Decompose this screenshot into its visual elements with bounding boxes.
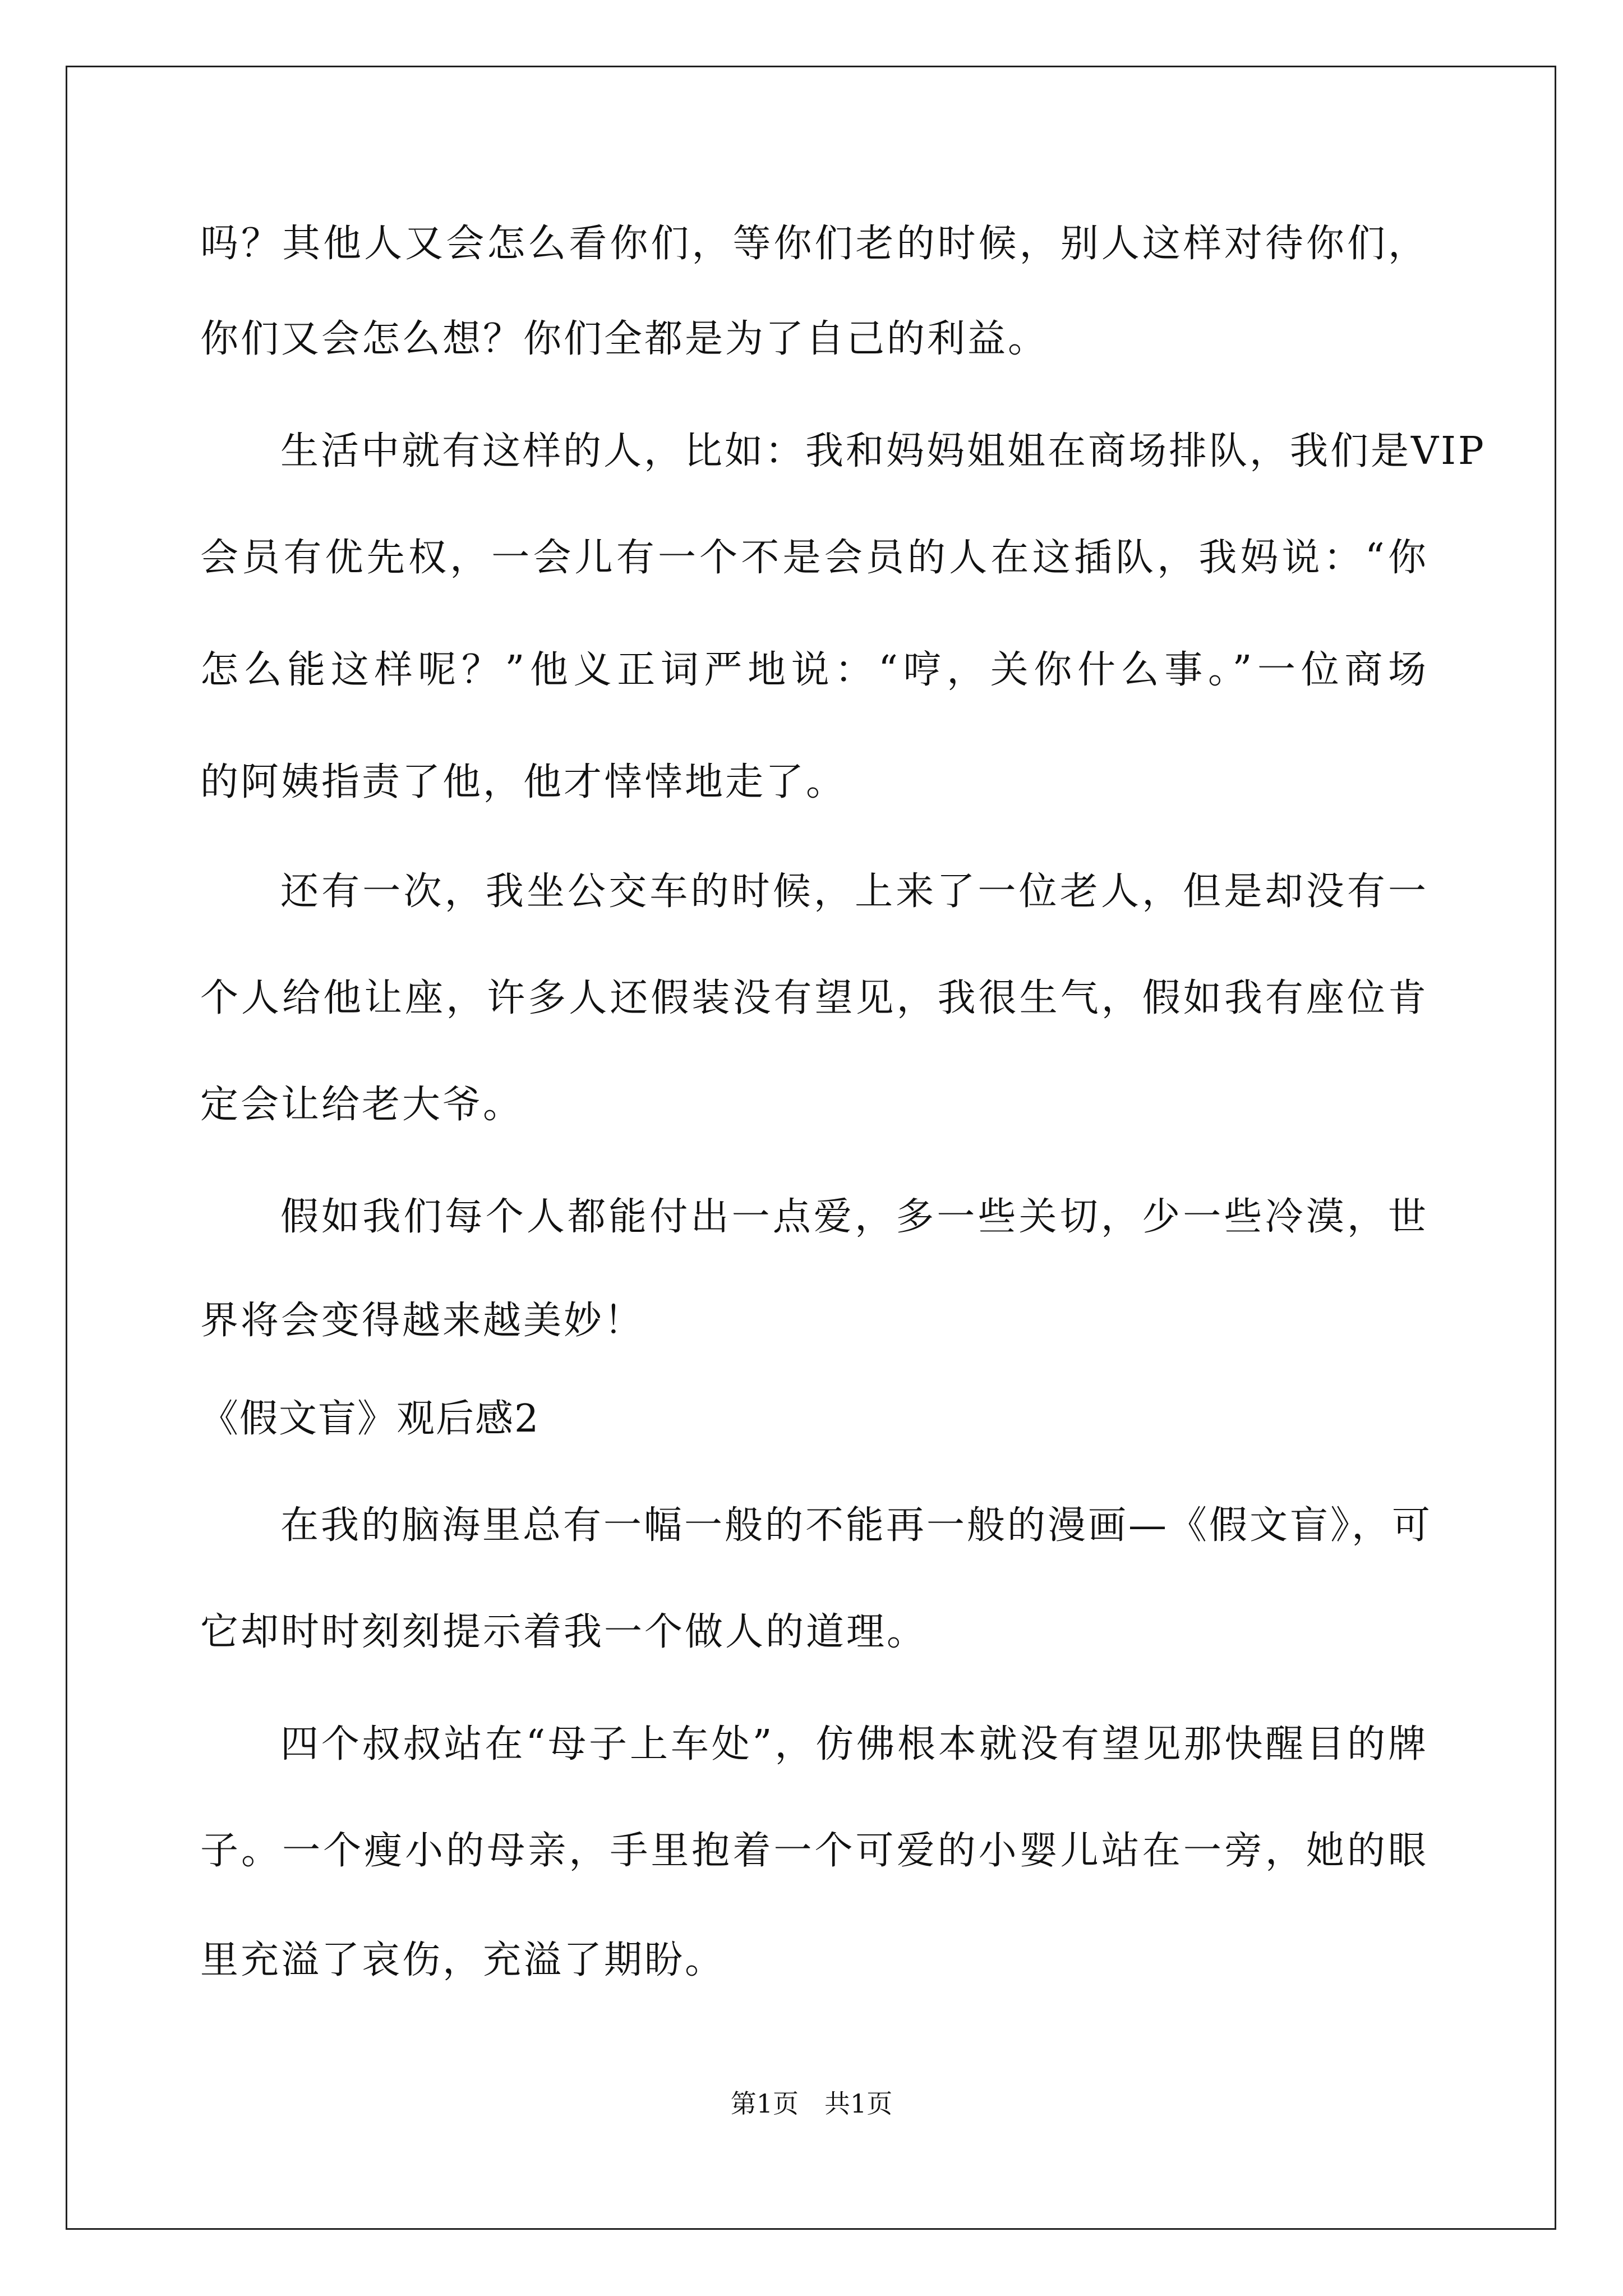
text-line-9: 定会让给老大爷。 [200, 1083, 524, 1127]
text-line-4: 会员有优先权，一会儿有一个不是会员的人在这插队，我妈说：“你 [200, 536, 1428, 580]
section-heading: 《假文盲》观后感2 [200, 1397, 540, 1441]
text-line-16: 子。一个瘦小的母亲，手里抱着一个可爱的小婴儿站在一旁，她的眼 [200, 1829, 1428, 1873]
text-line-14: 它却时时刻刻提示着我一个做人的道理。 [200, 1610, 928, 1654]
text-line-6: 的阿姨指责了他，他才悻悻地走了。 [200, 760, 847, 804]
page-border [66, 66, 1556, 2230]
text-line-13: 在我的脑海里总有一幅一般的不能再一般的漫画—《假文盲》，可 [280, 1503, 1433, 1548]
page-number-footer: 第1页 共1页 [730, 2088, 893, 2119]
text-line-7: 还有一次，我坐公交车的时候，上来了一位老人，但是却没有一 [280, 869, 1428, 914]
text-line-10: 假如我们每个人都能付出一点爱，多一些关切，少一些冷漠，世 [280, 1195, 1428, 1239]
text-line-17: 里充溢了哀伤，充溢了期盼。 [200, 1938, 726, 1982]
text-line-3: 生活中就有这样的人，比如：我和妈妈姐姐在商场排队，我们是VIP [280, 429, 1486, 473]
text-line-5: 怎么能这样呢？”他义正词严地说：“哼，关你什么事。”一位商场 [200, 648, 1428, 692]
text-line-2: 你们又会怎么想？你们全都是为了自己的利益。 [200, 317, 1049, 361]
text-line-11: 界将会变得越来越美妙！ [200, 1299, 645, 1343]
text-line-1: 吗？其他人又会怎么看你们，等你们老的时候，别人这样对待你们， [200, 222, 1428, 266]
text-line-15: 四个叔叔站在“母子上车处”，仿佛根本就没有望见那快醒目的牌 [280, 1722, 1428, 1766]
text-line-8: 个人给他让座，许多人还假装没有望见，我很生气，假如我有座位肯 [200, 976, 1428, 1020]
